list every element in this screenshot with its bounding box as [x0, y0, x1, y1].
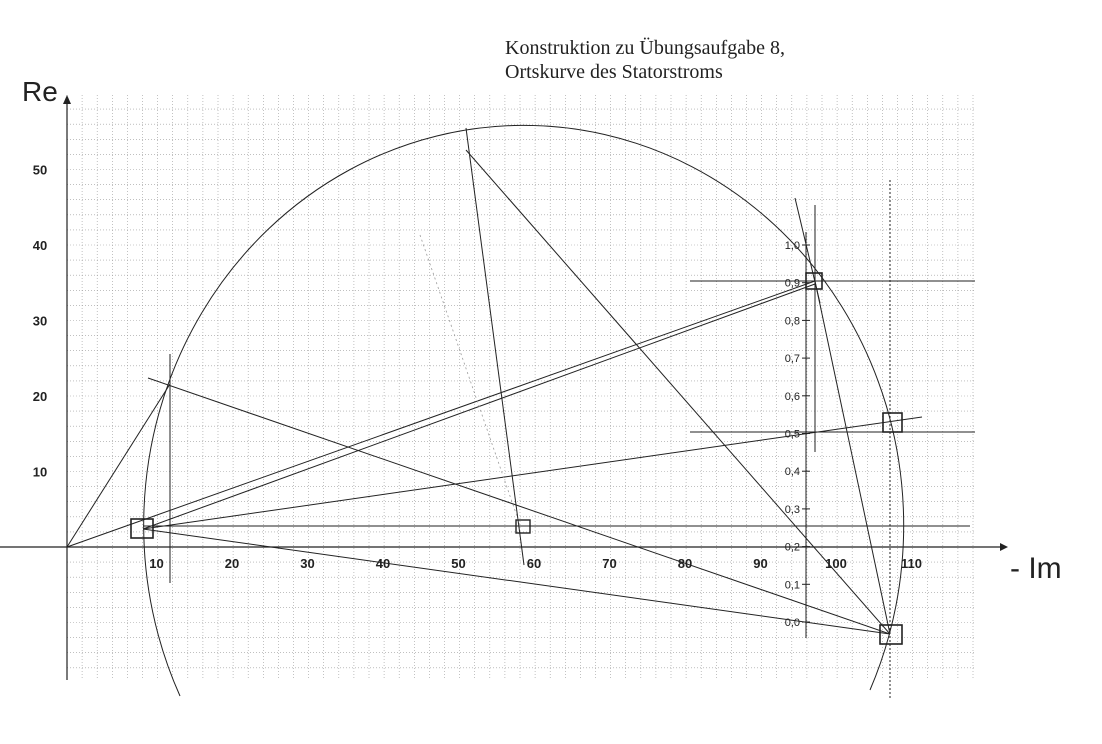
re-axis-label: Re	[22, 76, 58, 107]
scale-tick-label: 0,5	[784, 428, 800, 441]
x-tick-label: 10	[149, 556, 164, 571]
x-tick-label: 60	[526, 556, 542, 571]
ray-origin-point	[67, 281, 815, 547]
x-tick-label: 20	[224, 556, 240, 571]
x-tick-label: 50	[451, 556, 466, 571]
y-tick-label: 40	[32, 238, 48, 253]
y-tick-label: 30	[32, 313, 48, 329]
near-vertical-60	[466, 128, 524, 565]
scale-tick-label: 0,0	[784, 617, 800, 629]
title-line-1: Konstruktion zu Übungsaufgabe 8,	[505, 37, 785, 59]
im-axis-label: - Im	[1010, 552, 1062, 585]
scale-tick-label: 0,2	[784, 541, 800, 554]
re-axis-arrow	[63, 95, 71, 104]
x-tick-label: 70	[602, 556, 617, 571]
x-tick-label: 80	[677, 556, 693, 571]
diagonal-left	[148, 378, 890, 634]
x-tick-label: 30	[300, 556, 315, 571]
x-tick-label: 110	[901, 556, 922, 571]
y-tick-label: 50	[32, 162, 48, 178]
scale-tick-label: 0,4	[784, 466, 800, 479]
diagram-title	[505, 36, 785, 84]
y-tick-label: 20	[32, 389, 48, 404]
x-tick-label: 40	[375, 556, 391, 571]
scale-tick-label: 0,8	[784, 315, 800, 328]
locus-circle	[144, 125, 904, 696]
grid	[67, 95, 975, 680]
scale-tick-label: 0,9	[784, 277, 800, 290]
scale-tick-label: 0,7	[784, 353, 800, 366]
ray-p0-pk	[143, 529, 890, 634]
scale-tick-label: 0,1	[784, 579, 800, 592]
y-tick-label: 10	[32, 464, 48, 480]
scale-tick-label: 0,6	[784, 390, 800, 403]
title-line-2: Ortskurve des Statorstroms	[505, 61, 723, 83]
scale-tick-label: 0,3	[784, 503, 800, 516]
x-tick-label: 90	[753, 556, 768, 571]
x-tick-label: 100	[825, 556, 847, 571]
ray-origin-top	[67, 384, 170, 547]
im-axis-arrow	[1000, 543, 1008, 551]
scale-tick-label: 1,0	[784, 240, 800, 252]
